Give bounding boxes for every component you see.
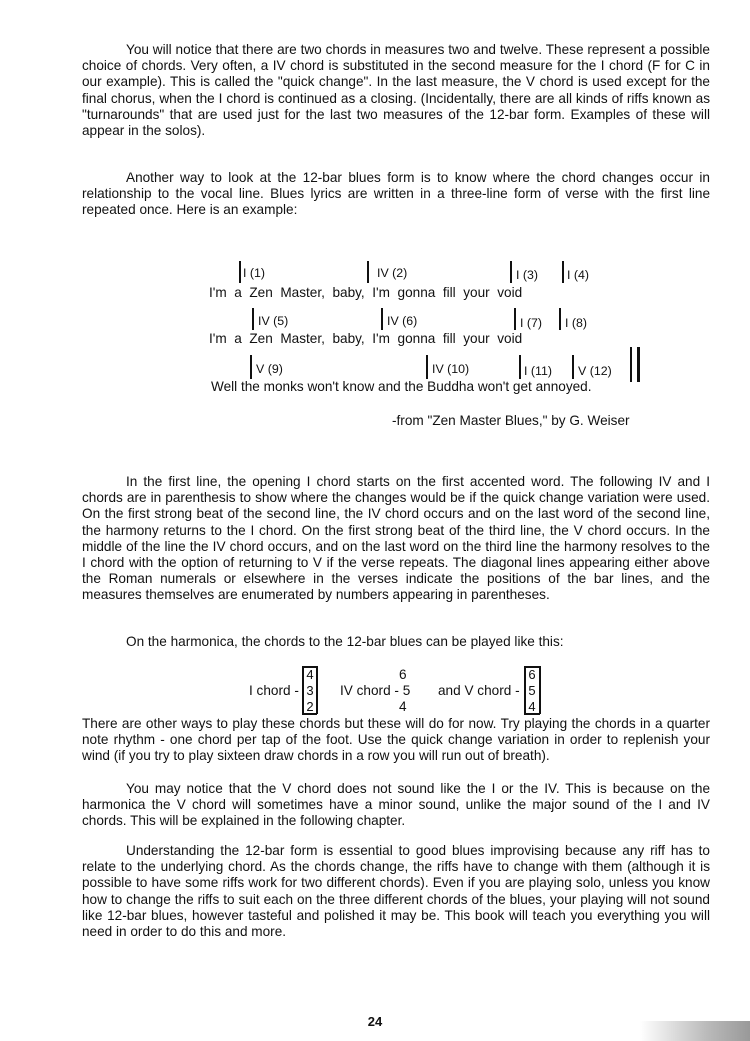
hole-number: 3 <box>306 683 314 698</box>
chord-label: IV (6) <box>387 314 418 328</box>
bar-line <box>367 261 369 283</box>
paragraph-explanation: In the first line, the opening I chord starts on the first accented word. The following IV and I chords are in parenthesis to show where the changes would be if the quick change variation were used. On the first strong beat of the second line, the IV chord occurs and on the last word of the second line, the harmony returns to the I chord. On the first strong beat of the third line, the V chord occurs. In the middle of the line the IV chord occurs, and on the last word on the third line the harmony resolves to the I chord with the option of returning to V if the verse repeats. The diagonal lines appearing either above the Roman numerals or elsewhere in the verses indicate the positions of the bar lines, and the measures themselves are enumerated by numbers appearing in parentheses. <box>82 474 710 603</box>
chord-label: V (9) <box>256 362 283 376</box>
chord-label: I (3) <box>516 268 539 282</box>
chord-label: V (12) <box>578 364 612 378</box>
paragraph-quick-change: You will notice that there are two chords in measures two and twelve. These represent a possible choice of chords. Very often, a IV chord is substituted in the second measure for the I chord (F for C in our example). This is called the "quick change". In the last measure, the V chord is used except for the final chorus, when the I chord is continued as a closing. (Incidentally, there are all kinds of riffs known as "turnarounds" that are used just for the last two measures of the 12-bar form. Examples of these will appear in the solos). <box>82 42 710 139</box>
bar-line <box>519 355 521 379</box>
bar-line <box>510 261 512 283</box>
bar-line <box>239 261 241 283</box>
final-bar-line <box>637 347 640 382</box>
iv-chord-top-hole: 6 <box>399 667 407 682</box>
chord-label: IV (5) <box>258 314 289 328</box>
chord-label: I (11) <box>524 364 552 378</box>
chord-label: IV (10) <box>432 362 470 376</box>
scan-shadow <box>640 1021 750 1041</box>
paragraph-harmonica-intro: On the harmonica, the chords to the 12-bar blues can be played like this: <box>126 634 564 649</box>
chord-label: I (7) <box>520 316 543 330</box>
paragraph-other-ways: There are other ways to play these chords but these will do for now. Try playing the chords in a quarter note rhythm - one chord per tap of the foot. Use the quick change variation in order to replenish your wind (if you try to play sixteen draw chords in a row you will run out of breath). <box>82 716 710 764</box>
final-bar-line <box>630 347 632 382</box>
chord-label: I (4) <box>567 268 590 282</box>
paragraph-understanding: Understanding the 12-bar form is essential to good blues improvising because any riff has to relate to the underlying chord. As the chords change, the riffs have to change with them (although it is possible to have some riffs work for two different chords). Even if you are playing solo, unless you know how to change the riffs to suit each on the three different chords of the blues, your playing will not sound like 12-bar blues, however tasteful and polished it may be. This book will teach you everything you will need in order to do this and more. <box>82 843 710 940</box>
paragraph-v-chord: You may notice that the V chord does not sound like the I or the IV. This is because on the harmonica the V chord will sometimes have a minor sound, unlike the major sound of the I and IV chords. This will be explained in the following chapter. <box>82 781 710 829</box>
song-credit: -from "Zen Master Blues," by G. Weiser <box>392 413 630 428</box>
lyric-line-3: Well the monks won't know and the Buddha won't get annoyed. <box>211 379 592 394</box>
chord-label: I (8) <box>565 316 588 330</box>
bar-line <box>381 308 383 330</box>
box-border <box>539 666 541 714</box>
hole-number: 5 <box>528 683 536 698</box>
bar-line <box>250 355 252 379</box>
v-chord-label: and V chord - <box>438 683 520 698</box>
hole-number: 4 <box>528 699 536 714</box>
box-border <box>316 666 318 714</box>
bar-line <box>514 308 516 330</box>
page-number: 24 <box>367 1014 383 1029</box>
hole-number: 2 <box>306 699 314 714</box>
i-chord-label: I chord - <box>249 683 299 698</box>
iv-chord-label: IV chord - 5 <box>340 683 411 698</box>
iv-chord-bottom-hole: 4 <box>399 699 407 714</box>
bar-line <box>559 308 561 330</box>
bar-line <box>252 308 254 330</box>
hole-number: 6 <box>528 667 536 682</box>
bar-line <box>572 355 574 379</box>
chord-label: I (1) <box>243 266 266 280</box>
lyric-line-2: I'm a Zen Master, baby, I'm gonna fill your void <box>209 331 523 346</box>
bar-line <box>426 355 428 379</box>
lyric-line-1: I'm a Zen Master, baby, I'm gonna fill your void <box>209 285 523 300</box>
hole-number: 4 <box>306 667 314 682</box>
paragraph-vocal-line: Another way to look at the 12-bar blues form is to know where the chord changes occur in relationship to the vocal line. Blues lyrics are written in a three-line form of verse with the first line repeated once. Here is an example: <box>82 170 710 218</box>
chord-label: IV (2) <box>377 266 408 280</box>
bar-line <box>562 261 564 283</box>
